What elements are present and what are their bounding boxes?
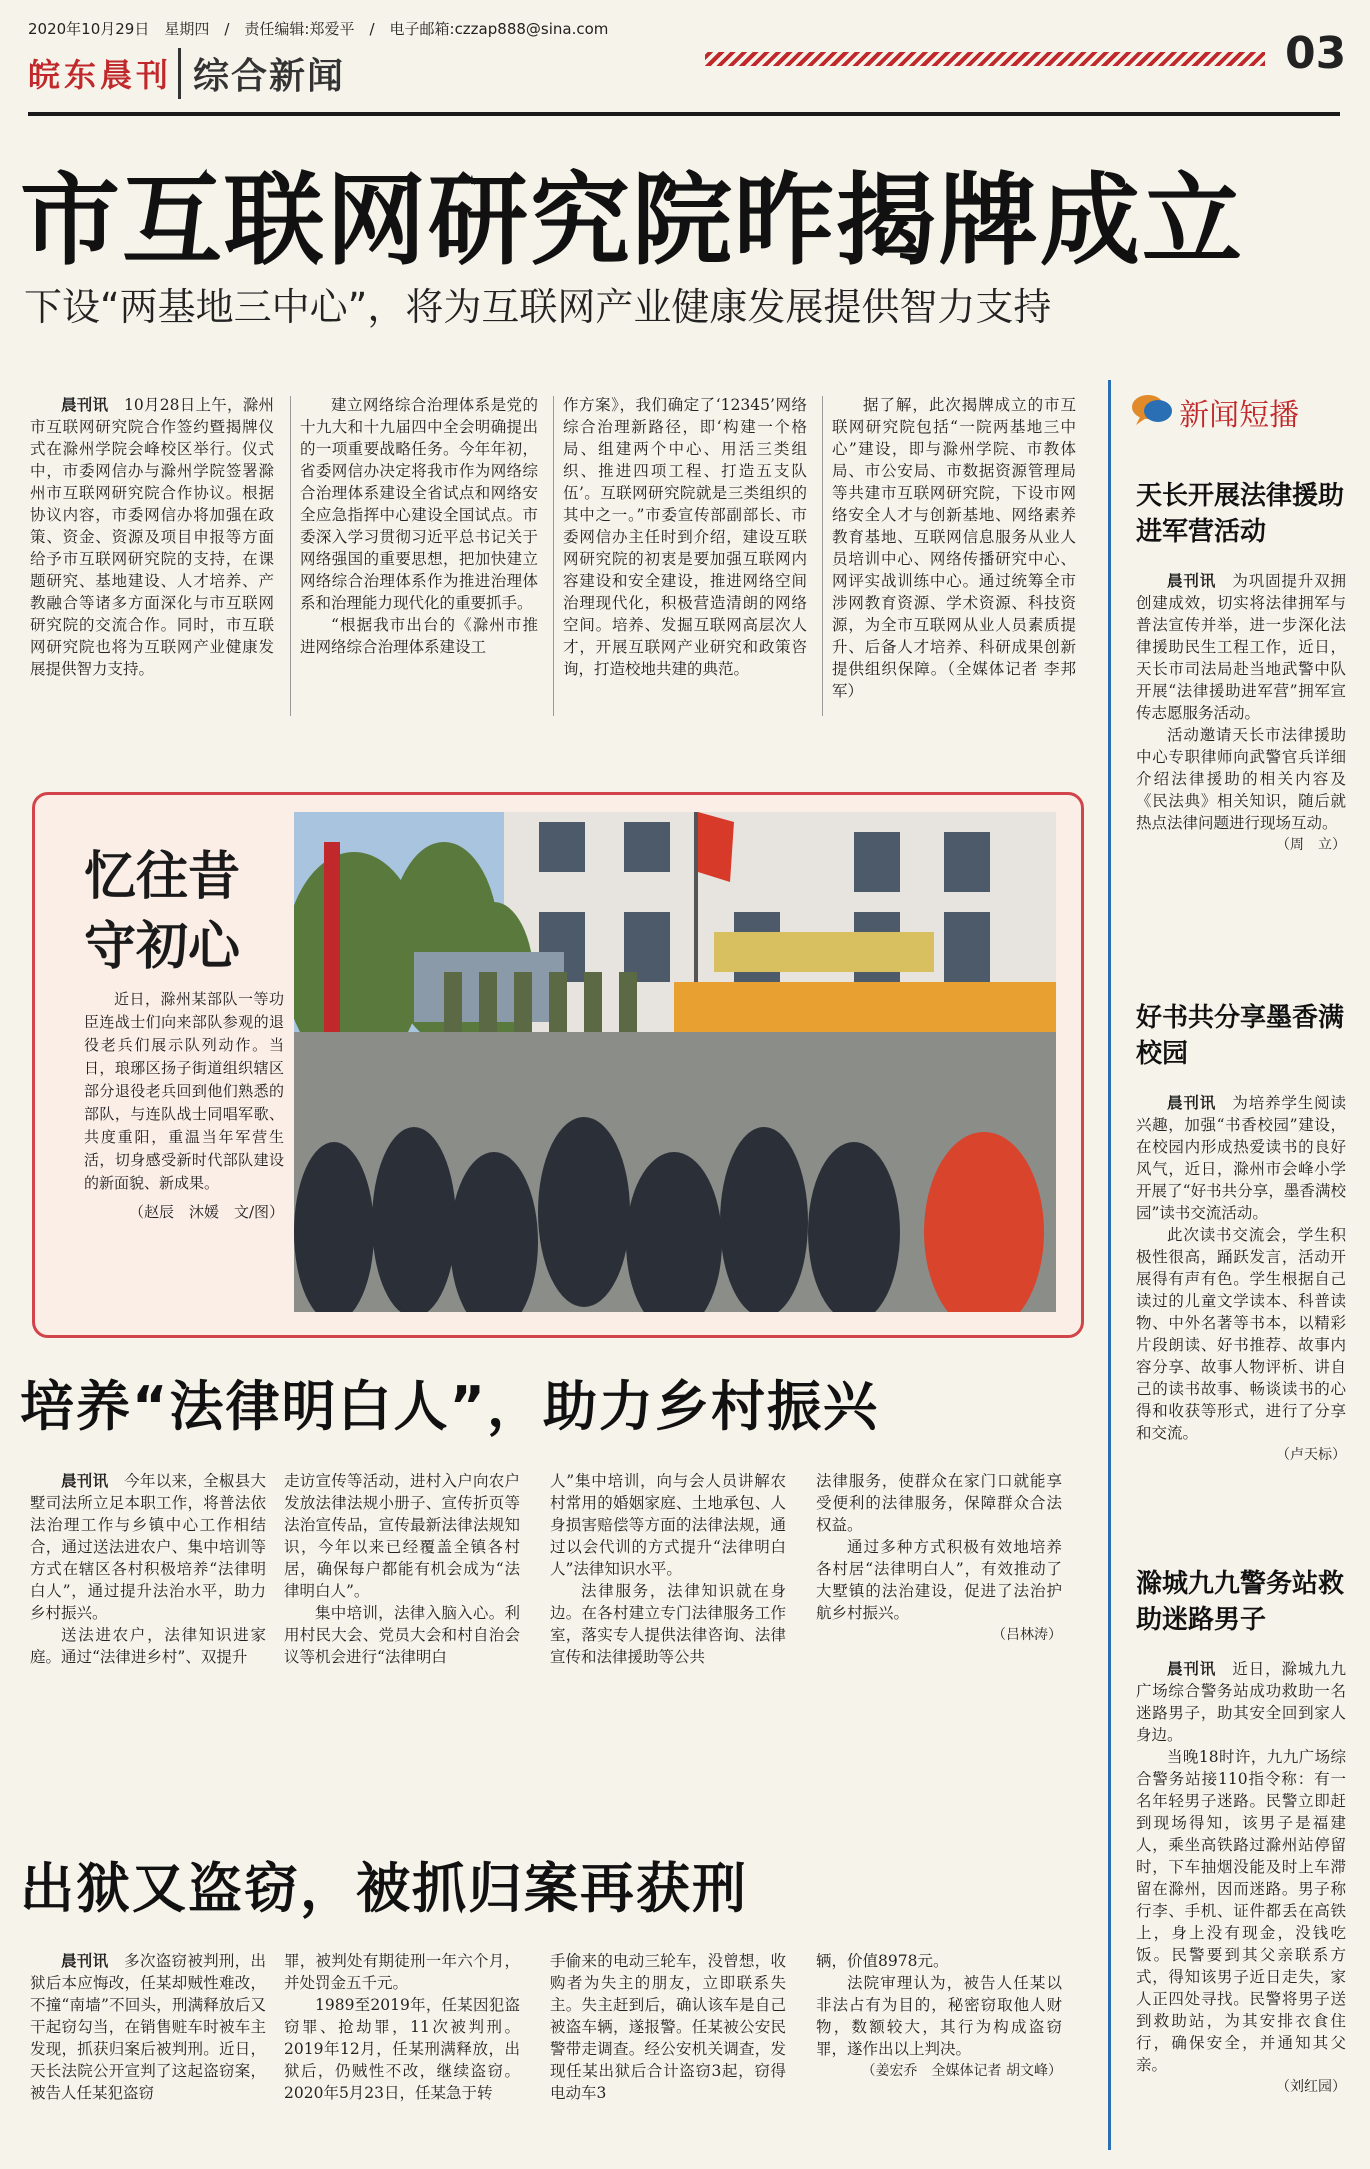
- column-text: 送法进农户，法律知识进家庭。通过“法律进乡村”、双提升: [30, 1626, 266, 1666]
- column-text: “根据我市出台的《滁州市推进网络综合治理体系建设工: [300, 616, 538, 656]
- column-text: 罪，被判处有期徒刑一年六个月，并处罚金五千元。: [284, 1952, 520, 1992]
- brief-headline: 好书共分享墨香满校园: [1136, 1003, 1345, 1069]
- column-text: 法律服务，使群众在家门口就能享受便利的法律服务，保障群众合法权益。: [816, 1472, 1062, 1534]
- main-headline: 市互联网研究院昨揭牌成立: [20, 162, 1244, 279]
- brief-headline: 天长开展法律援助进军营活动: [1136, 481, 1345, 547]
- theft-column-3: [550, 1950, 786, 2104]
- column-text: 当晚18时许，九九广场综合警务站接110指令称：有一名年轻男子迷路。民警立即赶到现场得知，该男子是福建人，乘坐高铁路过滁州站停留时，下车抽烟没能及时上车滞留在滁州，因而迷路。男子称行李、手机、证件都丢在高铁上，身上没有现金，没钱吃饭。民警要到其父亲联系方式，得知该男子近日走失，家人正四处寻找。民警将男子送到救助站，为其安排衣食住行，确保安全，并通知其父亲。: [1136, 1748, 1346, 2074]
- main-column-4: [832, 394, 1076, 702]
- column-text: 据了解，此次揭牌成立的市互联网研究院包括“一院两基地三中心”建设，即与滁州学院、市教体局、市公安局、市数据资源管理局等共建市互联网研究院，下设市网络安全人才与创新基地、网络素养教育基地、互联网信息服务从业人员培训中心、网络传播研究中心、网评实战训练中心。通过统筹全市涉网教育资源、学术资源、科技资源，为全市互联网从业人员素质提升、后备人才培养、科研成果创新提供组织保障。（全媒体记者 李邦军）: [832, 396, 1076, 700]
- law-column-1: [30, 1470, 266, 1668]
- column-text: 法院审理认为，被告人任某以非法占有为目的，秘密窃取他人财物，数额较大，其行为构成盗窃罪，遂作出以上判决。: [816, 1974, 1062, 2058]
- brief-2: [1136, 1000, 1346, 1466]
- sidebar-header: [1130, 390, 1299, 434]
- byline: （刘红园）: [1276, 2079, 1346, 2095]
- column-divider: [290, 396, 291, 716]
- column-divider: [553, 396, 554, 716]
- main-column-2: [300, 394, 538, 658]
- column-text: 建立网络综合治理体系是党的十九大和十九届四中全会明确提出的一项重要战略任务。今年年初，省委网信办决定将我市作为网络综合治理体系建设全省试点和网络安全应急指挥中心建设全国试点。市委深入学习贯彻习近平总书记关于网络强国的重要思想，把加快建立网络综合治理体系作为推进治理体系和治理能力现代化的重要抓手。: [300, 396, 538, 612]
- column-text: 为培养学生阅读兴趣，加强“书香校园”建设，在校园内形成热爱读书的良好风气，近日，滁州市会峰小学开展了“好书共分享，墨香满校园”读书交流活动。: [1136, 1094, 1346, 1222]
- main-subhead: 下设“两基地三中心”，将为互联网产业健康发展提供智力支持: [24, 285, 1052, 329]
- column-lead: 晨刊讯: [1167, 571, 1217, 590]
- brief-headline: 滁城九九警务站救助迷路男子: [1136, 1569, 1345, 1635]
- feature-caption-text: 近日，滁州某部队一等功臣连战士们向来部队参观的退役老兵们展示队列动作。当日，琅琊区扬子街道组织辖区部分退役老兵回到他们熟悉的部队，与连队战士同唱军歌、共度重阳，重温当年军营生活，切身感受新时代部队建设的新面貌、新成果。: [84, 990, 284, 1192]
- law-column-4: [816, 1470, 1062, 1646]
- speech-bubble-icon: [1130, 391, 1174, 433]
- law-headline: 培养“法律明白人”，助力乡村振兴: [20, 1375, 879, 1438]
- law-column-3: [550, 1470, 786, 1668]
- column-text: 通过多种方式积极有效地培养各村居“法律明白人”，有效推动了大墅镇的法治建设，促进了法治护航乡村振兴。: [816, 1538, 1062, 1622]
- column-lead: 晨刊讯: [61, 1951, 109, 1970]
- column-text: 法律服务，法律知识就在身边。在各村建立专门法律服务工作室，落实专人提供法律咨询、法律宣传和法律援助等公共: [550, 1582, 786, 1666]
- column-divider: [822, 396, 823, 716]
- column-lead: 晨刊讯: [61, 1471, 109, 1490]
- column-text: 手偷来的电动三轮车，没曾想，收购者为失主的朋友，立即联系失主。失主赶到后，确认该车是自己被盗车辆，遂报警。任某被公安民警带走调查。经公安机关调查，发现任某出狱后合计盗窃3起，窃得电动车3: [550, 1952, 786, 2102]
- header-rule: [28, 112, 1340, 116]
- veterans-parade-photo: [294, 812, 1056, 1312]
- brief-1: [1136, 478, 1346, 856]
- section-title: 综合新闻: [178, 48, 345, 99]
- column-text: 近日，滁城九九广场综合警务站成功救助一名迷路男子，助其安全回到家人身边。: [1136, 1660, 1346, 1744]
- column-lead: 晨刊讯: [1167, 1659, 1217, 1678]
- theft-column-2: [284, 1950, 520, 2104]
- column-text: 此次读书交流会，学生积极性很高，踊跃发言，活动开展得有声有色。学生根据自己读过的儿童文学读本、科普读物、中外名著等书本，以精彩片段朗读、好书推荐、故事内容分享、故事人物评析、讲自己的读书故事、畅谈读书的心得和收获等形式，进行了分享和交流。: [1136, 1226, 1346, 1442]
- masthead-info: 2020年10月29日 星期四 / 责任编辑:郑爱平 / 电子邮箱:czzap888@sina.com: [28, 20, 609, 38]
- column-text: 为巩固提升双拥创建成效，切实将法律拥军与普法宣传并举，进一步深化法律援助民生工程工作，近日，天长市司法局赴当地武警中队开展“法律援助进军营”拥军宣传志愿服务活动。: [1136, 572, 1346, 722]
- column-text: 活动邀请天长市法律援助中心专职律师向武警官兵详细介绍法律援助的相关内容及《民法典》相关知识，随后就热点法律问题进行现场互动。: [1136, 726, 1346, 832]
- column-lead: 晨刊讯: [1167, 1093, 1217, 1112]
- column-text: 今年以来，全椒县大墅司法所立足本职工作，将普法依法治理工作与乡镇中心工作相结合，通过送法进农户、集中培训等方式在辖区各村积极培养“法律明白人”，通过提升法治水平，助力乡村振兴。: [30, 1472, 266, 1622]
- byline: （卢天标）: [1276, 1447, 1346, 1463]
- main-column-3: [563, 394, 807, 680]
- feature-photo: [294, 812, 1056, 1312]
- page-number: 03: [1285, 28, 1347, 79]
- feature-caption: [84, 988, 284, 1224]
- column-text: 多次盗窃被判刑，出狱后本应悔改，任某却贼性难改，不撞“南墙”不回头，刑满释放后又干起窃勾当，在销售赃车时被车主发现，抓获归案后被判刑。近日，天长法院公开宣判了这起盗窃案，被告人任某犯盗窃: [30, 1952, 266, 2102]
- column-text: 集中培训，法律入脑入心。利用村民大会、党员大会和村自治会议等机会进行“法律明白: [284, 1604, 520, 1666]
- column-text: 走访宣传等活动，进村入户向农户发放法律法规小册子、宣传折页等法治宣传品，宣传最新法律法规知识，今年以来已经覆盖全镇各村居，确保每户都能有机会成为“法律明白人”。: [284, 1472, 520, 1600]
- brand-logo: 皖东晨刊: [28, 56, 173, 94]
- feature-credit: （赵辰 沐媛 文/图）: [128, 1203, 284, 1221]
- law-column-2: [284, 1470, 520, 1668]
- header-stripe: [705, 52, 1265, 66]
- column-text: 人”集中培训，向与会人员讲解农村常用的婚姻家庭、土地承包、人身损害赔偿等方面的法律法规，通过以会代训的方式提升“法律明白人”法律知识水平。: [550, 1472, 786, 1578]
- theft-column-4: [816, 1950, 1062, 2082]
- byline: （周 立）: [1276, 837, 1346, 853]
- column-text: 作方案》，我们确定了‘12345’网络综合治理新路径，即‘构建一个格局、组建两个中心、用活三类组织、推进四项工程、打造五支队伍’。互联网研究院就是三类组织的其中之一。”市委宣传部副部长、市委网信办主任时到介绍，建设互联网研究院的初衷是要加强互联网内容建设和安全建设，推进网络空间治理现代化，积极营造清朗的网络空间。培养、发掘互联网高层次人才，开展互联网产业研究和政策咨询，打造校地共建的典范。: [563, 396, 807, 678]
- byline: （吕林涛）: [992, 1627, 1062, 1643]
- column-text: 10月28日上午，滁州市互联网研究院合作签约暨揭牌仪式在滁州学院会峰校区举行。仪式中，市委网信办与滁州学院签署滁州市互联网研究院合作协议。根据协议内容，市委网信办将加强在政策、资金、资源及项目申报等方面给予市互联网研究院的支持，在课题研究、基地建设、人才培养、产教融合等诸多方面深化与市互联网研究院的交流合作。同时，市互联网研究院也将为互联网产业健康发展提供智力支持。: [30, 396, 274, 678]
- main-column-1: [30, 394, 274, 680]
- sidebar-rule: [1108, 380, 1111, 2150]
- theft-column-1: [30, 1950, 266, 2104]
- feature-title: 忆往昔守初心: [84, 846, 241, 977]
- column-text: 辆，价值8978元。: [816, 1952, 949, 1970]
- column-lead: 晨刊讯: [61, 395, 109, 414]
- theft-headline: 出狱又盗窃，被抓归案再获刑: [20, 1857, 748, 1920]
- byline: （姜宏乔 全媒体记者 胡文峰）: [861, 2063, 1062, 2079]
- brief-3: [1136, 1566, 1346, 2098]
- column-text: 1989至2019年，任某因犯盗窃罪、抢劫罪，11次被判刑。2019年12月，任某刑满释放，出狱后，仍贼性不改，继续盗窃。2020年5月23日，任某急于转: [284, 1996, 520, 2102]
- sidebar-title: 新闻短播: [1179, 398, 1300, 433]
